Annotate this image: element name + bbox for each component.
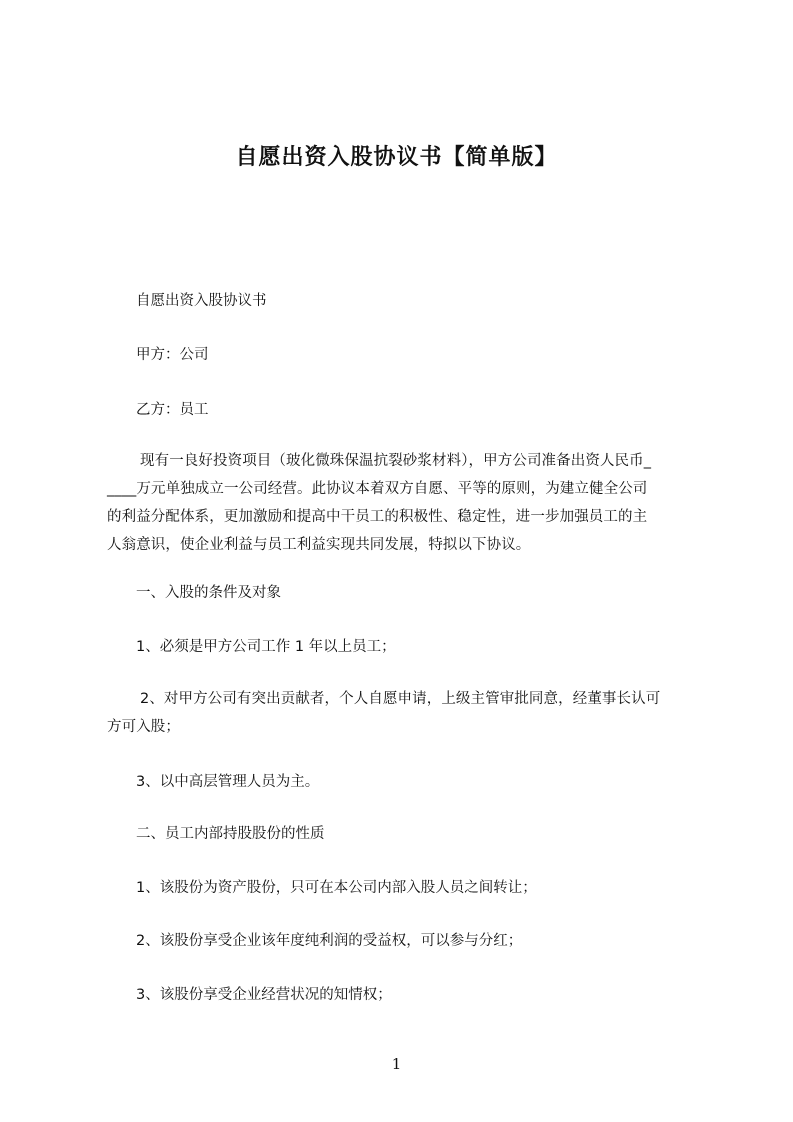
item-line: 方可入股；	[107, 719, 180, 735]
party-b: 乙方：员工	[136, 402, 209, 418]
section-1-item-1: 1、必须是甲方公司工作 1 年以上员工；	[136, 639, 396, 655]
section-1-title: 一、入股的条件及对象	[136, 585, 281, 601]
page-number: 1	[391, 1055, 402, 1073]
section-2-item-2: 2、该股份享受企业该年度纯利润的受益权，可以参与分红；	[136, 933, 523, 949]
intro-line: 人翁意识，使企业利益与员工利益实现共同发展，特拟以下协议。	[107, 537, 531, 553]
intro-line: 现有一良好投资项目（玻化微珠保温抗裂砂浆材料），甲方公司准备出资人民币_	[140, 453, 652, 469]
intro-line: ____万元单独成立一公司经营。此协议本着双方自愿、平等的原则，为建立健全公司	[107, 481, 648, 497]
document-title: 自愿出资入股协议书【简单版】	[235, 145, 558, 170]
item-line: 2、对甲方公司有突出贡献者，个人自愿申请，上级主管审批同意，经董事长认可	[140, 691, 661, 707]
document-heading: 自愿出资入股协议书	[136, 293, 267, 309]
section-1-item-3: 3、以中高层管理人员为主。	[136, 774, 320, 790]
section-2-title: 二、员工内部持股股份的性质	[136, 826, 325, 842]
party-a: 甲方：公司	[136, 347, 209, 363]
intro-paragraph	[107, 447, 707, 559]
intro-line: 的利益分配体系，更加激励和提高中干员工的积极性、稳定性，进一步加强员工的主	[107, 509, 648, 525]
section-2-item-1: 1、该股份为资产股份，只可在本公司内部入股人员之间转让；	[136, 880, 537, 896]
section-1-item-2	[107, 685, 707, 741]
section-2-item-3: 3、该股份享受企业经营状况的知情权；	[136, 987, 392, 1003]
